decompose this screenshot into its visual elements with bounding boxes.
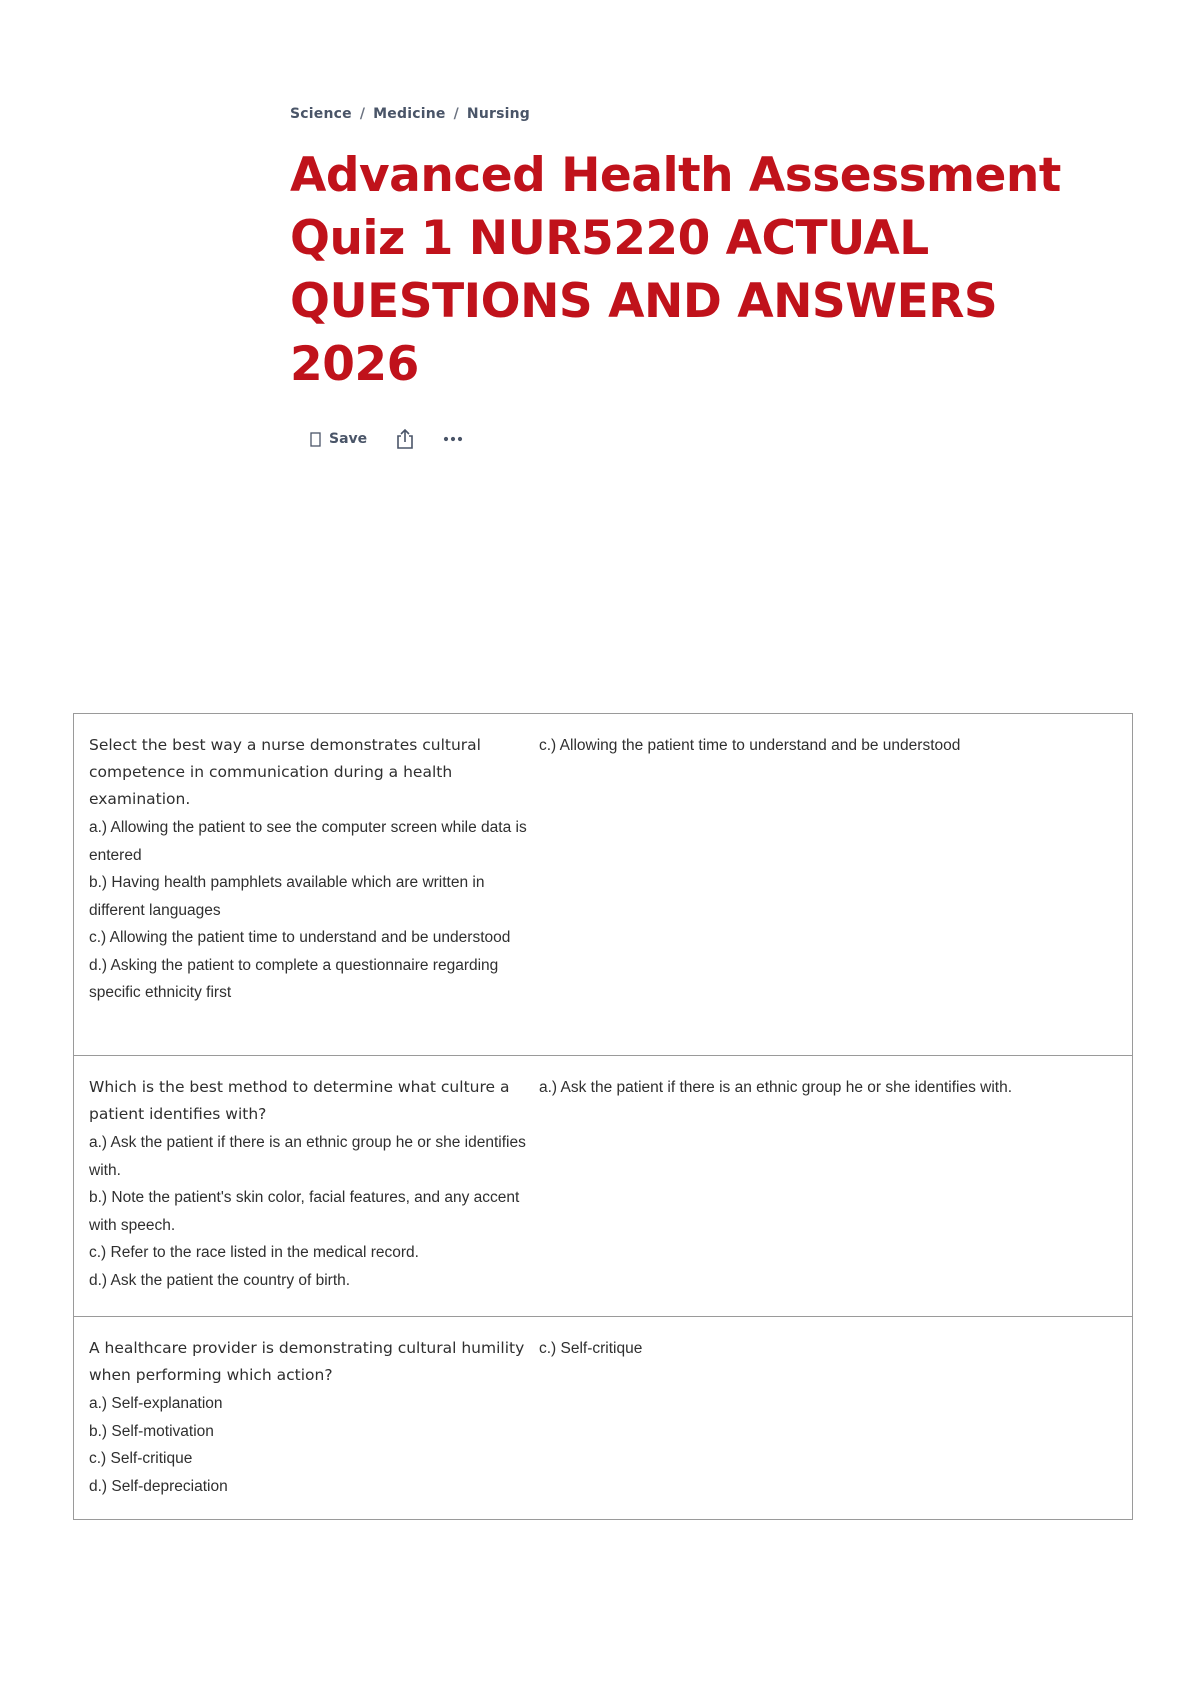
question-text: Select the best way a nurse demonstrates cultural competence in communication during a health examination.: [89, 736, 481, 808]
option-b: b.) Having health pamphlets available which are written in different languages: [89, 874, 485, 919]
option-c: c.) Allowing the patient time to understand and be understood: [89, 929, 511, 946]
save-button[interactable]: [310, 431, 367, 447]
answer-cell: a.) Ask the patient if there is an ethnic group he or she identifies with.: [539, 1079, 1013, 1096]
qa-row: [74, 714, 1132, 1056]
option-a: a.) Allowing the patient to see the computer screen while data is entered: [89, 819, 527, 864]
qa-table: [73, 713, 1133, 1520]
option-b: b.) Self-motivation: [89, 1422, 214, 1440]
answer-cell: c.) Self-critique: [539, 1340, 643, 1357]
more-options-button[interactable]: [443, 436, 463, 442]
question-text: A healthcare provider is demonstrating cultural humility when performing which action?: [89, 1339, 525, 1384]
page-title: Advanced Health Assessment Quiz 1 NUR5220 ACTUAL QUESTIONS AND ANSWERS 2026: [290, 148, 1061, 392]
breadcrumb-separator: /: [453, 106, 459, 122]
share-icon: [395, 428, 415, 450]
question-cell: [89, 1074, 529, 1302]
qa-row: [74, 1056, 1132, 1317]
more-dots-icon: [443, 436, 463, 442]
breadcrumb: [290, 106, 1120, 122]
question-cell: [89, 1335, 529, 1505]
question-text: Which is the best method to determine what culture a patient identifies with?: [89, 1078, 510, 1123]
breadcrumb-science[interactable]: Science: [290, 106, 352, 122]
save-label: Save: [329, 431, 368, 447]
option-d: d.) Asking the patient to complete a questionnaire regarding specific ethnicity first: [89, 956, 499, 1001]
option-b: b.) Note the patient's skin color, facial features, and any accent with speech.: [89, 1189, 520, 1234]
question-cell: [89, 732, 529, 1041]
breadcrumb-nursing[interactable]: Nursing: [466, 106, 531, 122]
document-header: [290, 106, 1120, 396]
option-a: a.) Ask the patient if there is an ethnic group he or she identifies with.: [89, 1134, 526, 1179]
option-d: d.) Ask the patient the country of birth.: [89, 1271, 351, 1289]
breadcrumb-separator: /: [359, 106, 366, 122]
option-c: c.) Refer to the race listed in the medical record.: [89, 1244, 419, 1261]
breadcrumb-medicine[interactable]: Medicine: [373, 106, 446, 122]
option-a: a.) Self-explanation: [89, 1395, 223, 1412]
qa-row: [74, 1317, 1132, 1519]
answer-cell: c.) Allowing the patient time to understand and be understood: [539, 737, 961, 754]
option-d: d.) Self-depreciation: [89, 1477, 228, 1495]
bookmark-icon: [310, 432, 321, 447]
share-button[interactable]: [395, 428, 415, 450]
action-bar: [310, 428, 463, 450]
option-c: c.) Self-critique: [89, 1450, 193, 1467]
